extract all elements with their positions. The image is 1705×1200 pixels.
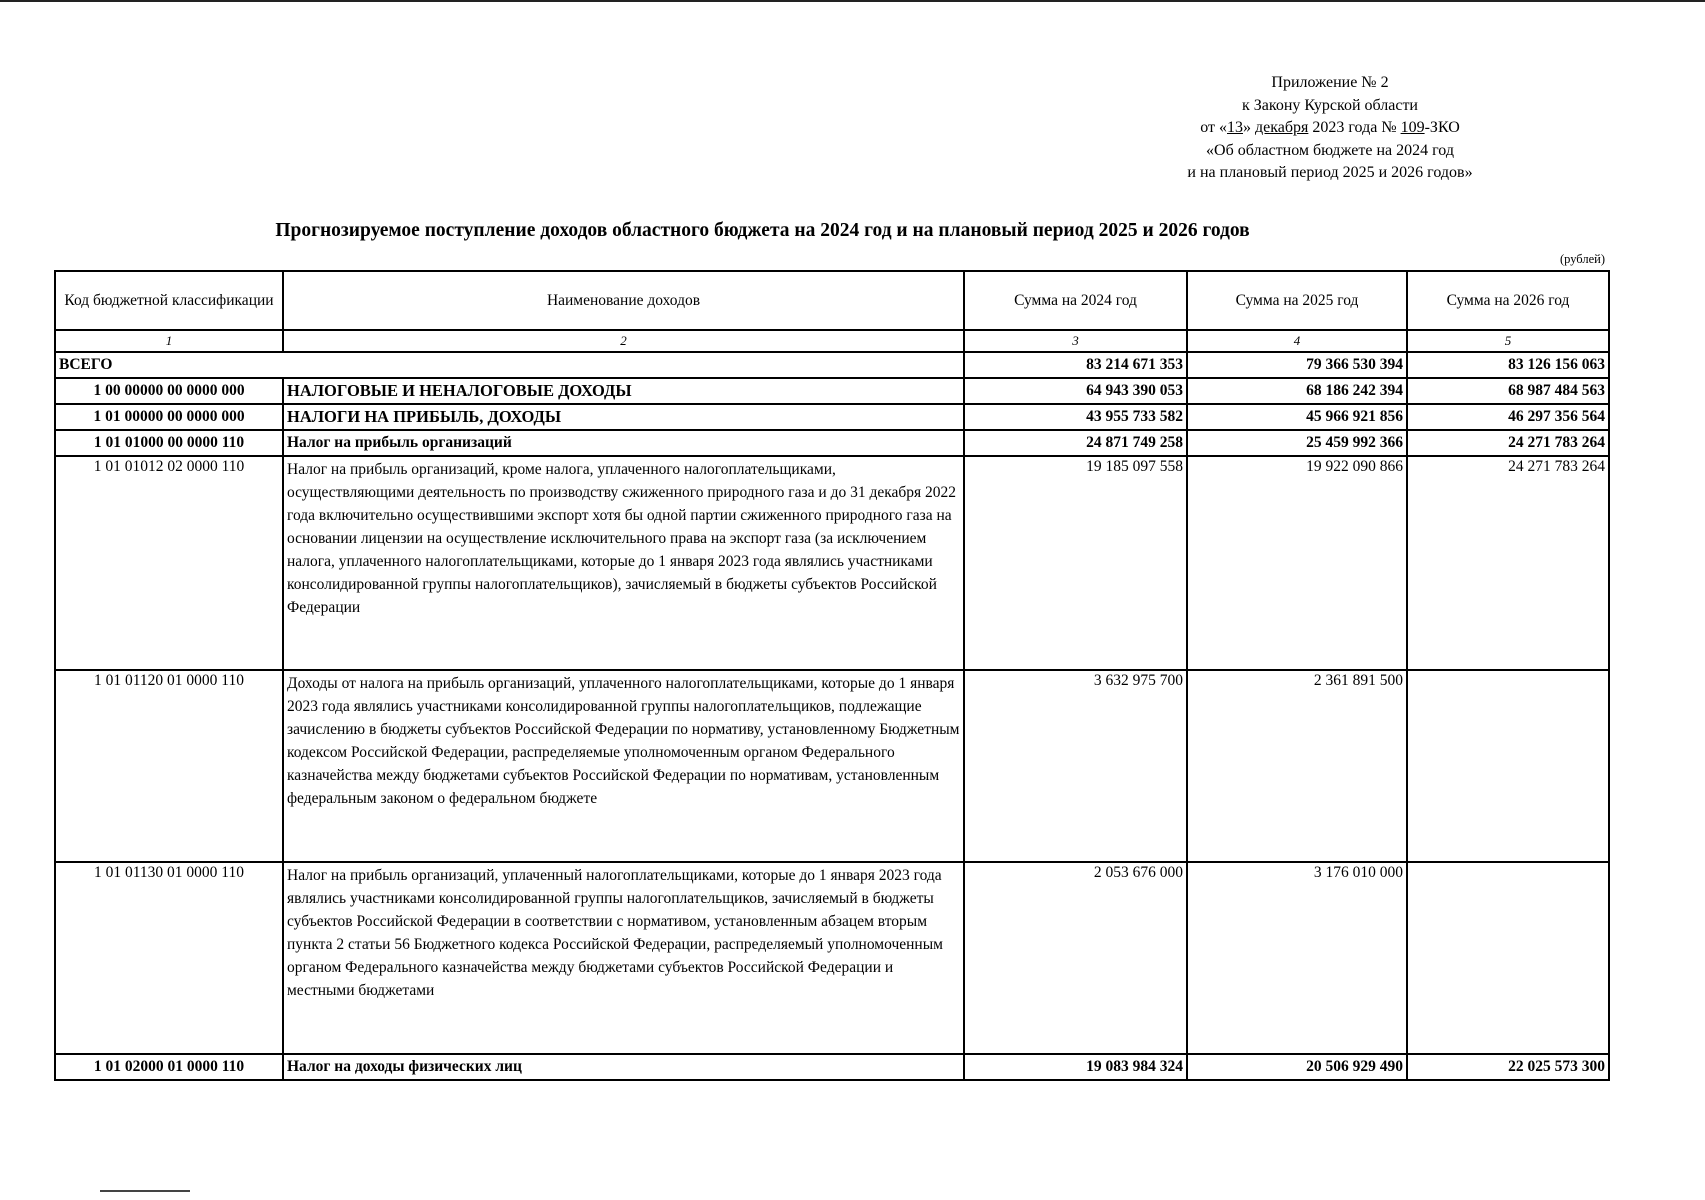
table-row (55, 670, 1609, 862)
table-row (55, 378, 1609, 404)
footer-rule (100, 1190, 190, 1192)
row-2025: 19 922 090 866 (1187, 456, 1407, 670)
date-month: декабря (1255, 119, 1309, 136)
header-2024: Сумма на 2024 год (964, 271, 1187, 330)
row-2024: 3 632 975 700 (964, 670, 1187, 862)
row-2024: 64 943 390 053 (964, 378, 1187, 404)
appendix-law-title-1: «Об областном бюджете на 2024 год (1206, 141, 1454, 159)
table-row (55, 1054, 1609, 1080)
row-2024: 24 871 749 258 (964, 430, 1187, 456)
header-name: Наименование доходов (283, 271, 964, 330)
row-2026: 22 025 573 300 (1407, 1054, 1609, 1080)
row-2026: 24 271 783 264 (1407, 430, 1609, 456)
row-2026: 46 297 356 564 (1407, 404, 1609, 430)
total-2025: 79 366 530 394 (1187, 352, 1407, 378)
row-2025: 3 176 010 000 (1187, 862, 1407, 1054)
appendix-number: Приложение № 2 (1271, 74, 1389, 91)
row-name: Налог на прибыль организаций, уплаченный налогоплательщиками, которые до 1 января 2023 года являлись участниками консолидированной группы налогоплательщиков, зачисляемый в бюджеты субъектов Российской Федерации в соответствии с нормативом, установленным абзацем вторым пункта 2 статьи 56 Бюджетного кодекса Российской Федерации, распределяемый уполномоченным органом Федерального казначейства между бюджетами субъектов Российской Федерации и местными бюджетами (283, 862, 964, 1054)
column-number: 5 (1407, 330, 1609, 352)
row-code: 1 00 00000 00 0000 000 (55, 378, 283, 404)
column-number: 3 (964, 330, 1187, 352)
date-prefix: от « (1200, 119, 1227, 136)
total-row (55, 352, 1609, 378)
row-2024: 19 083 984 324 (964, 1054, 1187, 1080)
row-code: 1 01 01012 02 0000 110 (55, 456, 283, 670)
row-code: 1 01 02000 01 0000 110 (55, 1054, 283, 1080)
total-label: ВСЕГО (55, 352, 964, 378)
total-2026: 83 126 156 063 (1407, 352, 1609, 378)
revenue-table-container (54, 270, 1608, 1081)
row-name: Налог на доходы физических лиц (283, 1054, 964, 1080)
top-border-line (0, 0, 1705, 2)
row-name: Налог на прибыль организаций, кроме налога, уплаченного налогоплательщиками, осуществляющими деятельность по производству сжиженного природного газа и до 31 декабря 2022 года включительно осуществившими экспорт хотя бы одной партии сжиженного природного газа на основании лицензии на осуществление исключительного права на экспорт газа (за исключением налога, уплаченного налогоплательщиками, которые до 1 января 2023 года являлись участниками консолидированной группы налогоплательщиков), зачисляемый в бюджеты субъектов Российской Федерации (283, 456, 964, 670)
row-2026: 24 271 783 264 (1407, 456, 1609, 670)
row-2025: 45 966 921 856 (1187, 404, 1407, 430)
date-day: 13 (1227, 119, 1243, 136)
currency-unit: (рублей) (1559, 252, 1605, 266)
row-2024: 43 955 733 582 (964, 404, 1187, 430)
row-code: 1 01 01120 01 0000 110 (55, 670, 283, 862)
row-code: 1 01 00000 00 0000 000 (55, 404, 283, 430)
header-2026: Сумма на 2026 год (1407, 271, 1609, 330)
appendix-date-line (1080, 117, 1580, 140)
row-name: Доходы от налога на прибыль организаций, уплаченного налогоплательщиками, которые до 1 января 2023 года являлись участниками консолидированной группы налогоплательщиков, подлежащие зачислению в бюджеты субъектов Российской Федерации по нормативу, установленному Бюджетным кодексом Российской Федерации, распределяемые уполномоченным органом Федерального казначейства между бюджетами субъектов Российской Федерации по нормативам, установленным федеральным законом о федеральном бюджете (283, 670, 964, 862)
document-title: Прогнозируемое поступление доходов областного бюджета на 2024 год и на плановый период 2025 и 2026 годов (275, 220, 1250, 241)
row-name: Налог на прибыль организаций (283, 430, 964, 456)
row-2026: 68 987 484 563 (1407, 378, 1609, 404)
table-row (55, 404, 1609, 430)
table-row (55, 430, 1609, 456)
row-2026 (1407, 862, 1609, 1054)
appendix-header (1080, 72, 1580, 185)
row-code: 1 01 01000 00 0000 110 (55, 430, 283, 456)
date-mid: » (1243, 119, 1255, 136)
total-2024: 83 214 671 353 (964, 352, 1187, 378)
column-number-row (55, 330, 1609, 352)
row-2026 (1407, 670, 1609, 862)
row-2025: 68 186 242 394 (1187, 378, 1407, 404)
row-2024: 19 185 097 558 (964, 456, 1187, 670)
row-code: 1 01 01130 01 0000 110 (55, 862, 283, 1054)
appendix-law-reference: к Закону Курской области (1242, 96, 1418, 114)
row-name: НАЛОГОВЫЕ И НЕНАЛОГОВЫЕ ДОХОДЫ (283, 378, 964, 404)
date-year: 2023 года № (1308, 119, 1401, 136)
column-number: 2 (283, 330, 964, 352)
row-2025: 25 459 992 366 (1187, 430, 1407, 456)
law-suffix: -ЗКО (1424, 119, 1460, 136)
row-2024: 2 053 676 000 (964, 862, 1187, 1054)
revenue-table (54, 270, 1610, 1081)
appendix-law-title-2: и на плановый период 2025 и 2026 годов» (1187, 164, 1473, 181)
column-number: 1 (55, 330, 283, 352)
row-name: НАЛОГИ НА ПРИБЫЛЬ, ДОХОДЫ (283, 404, 964, 430)
header-code: Код бюджетной классификации (55, 271, 283, 330)
law-number: 109 (1400, 119, 1425, 136)
table-header-row (55, 271, 1609, 330)
header-2025: Сумма на 2025 год (1187, 271, 1407, 330)
row-2025: 2 361 891 500 (1187, 670, 1407, 862)
row-2025: 20 506 929 490 (1187, 1054, 1407, 1080)
table-row (55, 862, 1609, 1054)
column-number: 4 (1187, 330, 1407, 352)
table-row (55, 456, 1609, 670)
